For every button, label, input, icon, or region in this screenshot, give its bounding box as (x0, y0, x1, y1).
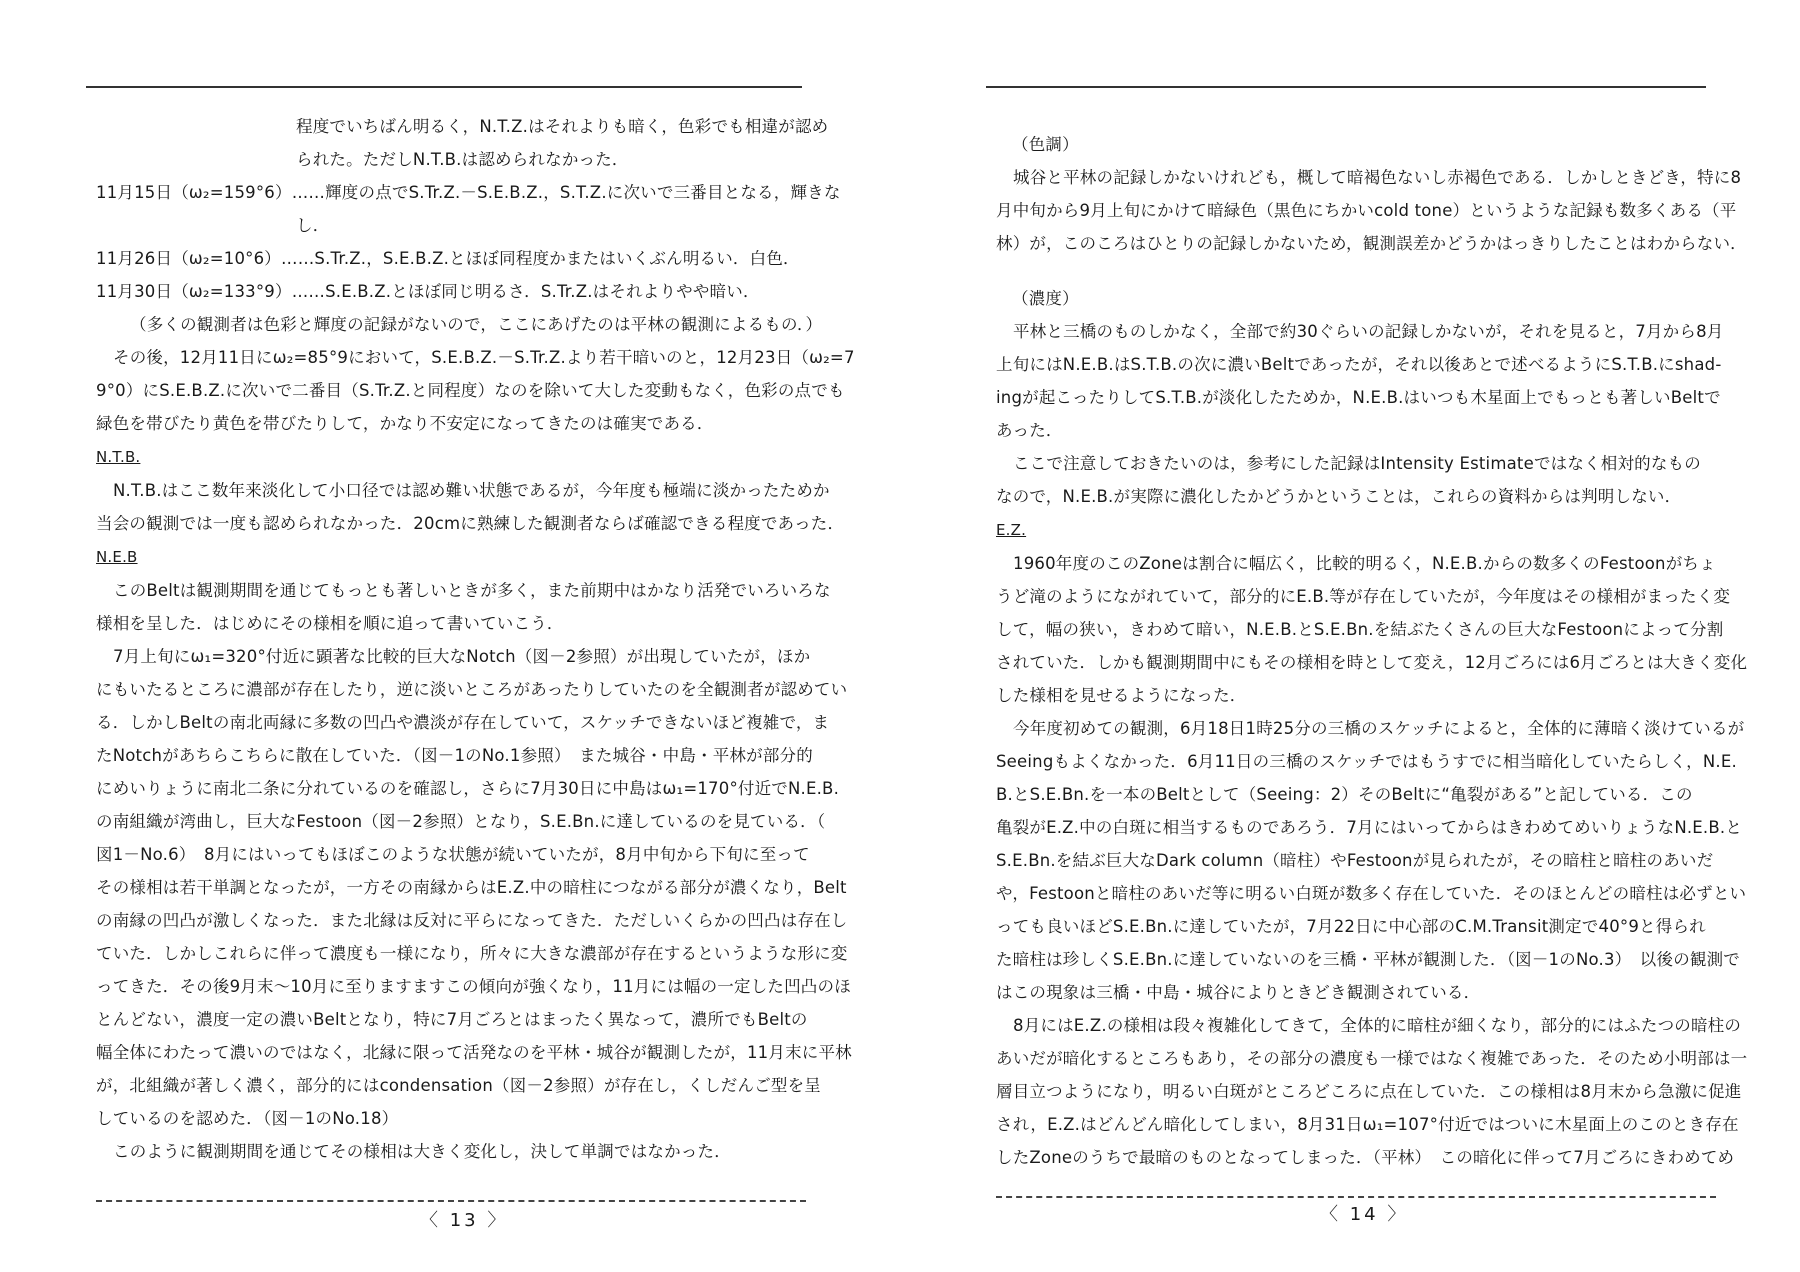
page-number: 〈 13 〉 (420, 1210, 509, 1231)
heading-text: N.E.B (96, 548, 138, 566)
text-line: る．しかしBeltの南北両縁に多数の凹凸や濃淡が存在していて，スケッチできないほど複雑で，ま (96, 713, 830, 732)
text-line: このように観測期間を通じてその様相は大きく変化し，決して単調ではなかった． (113, 1142, 731, 1161)
text-line: 7月上旬にω₁=320°付近に顕著な比較的巨大なNotch（図－2参照）が出現していたが，ほか (113, 647, 811, 666)
text-line: たNotchがあちらこちらに散在していた．（図－1のNo.1参照） また城谷・中島・平林が部分的 (96, 746, 813, 765)
text-line: ていた．しかしこれらに伴って濃度も一様になり，所々に大きな濃部が存在するというような形に変 (96, 944, 848, 963)
bottom-rule (996, 1196, 1716, 1198)
text-line: 様相を呈した．はじめにその様相を順に追って書いていこう． (96, 614, 564, 633)
text-line: しているのを認めた．（図－1のNo.18） (96, 1109, 399, 1128)
text-line: その様相は若干単調となったが，一方その南縁からはE.Z.中の暗柱につながる部分が濃くなり，Belt (96, 878, 847, 897)
text-line: Seeingもよくなかった．6月11日の三橋のスケッチではもうすでに相当暗化していたらしく，N.E. (996, 752, 1737, 771)
top-rule (86, 86, 802, 88)
section-heading-color: （色調） (1012, 135, 1079, 154)
section-heading-ntb (96, 440, 855, 474)
text-line: の南縁の凹凸が激しくなった．また北縁は反対に平らになってきた．ただしいくらかの凹凸は存在し (96, 911, 848, 930)
body-text (96, 110, 855, 1168)
text-line: 緑色を帯びたり黄色を帯びたりして，かなり不安定になってきたのは確実である． (96, 414, 714, 433)
text-line: 城谷と平林の記録しかないけれども，概して暗褐色ないし赤褐色である．しかしときどき，特に8 (1013, 168, 1742, 187)
text-line: や，Festoonと暗柱のあいだ等に明るい白斑が数多く存在していた．そのほとんどの暗柱は必ずとい (996, 884, 1747, 903)
text-line: の南組織が湾曲し，巨大なFestoon（図－2参照）となり，S.E.Bn.に達しているのを見ている．（ (96, 812, 826, 831)
text-line: はこの現象は三橋・中島・城谷によりときどき観測されている． (996, 983, 1481, 1002)
text-line: N.T.B.はここ数年来淡化して小口径では認め難い状態であるが，今年度も極端に淡かったためか (113, 481, 830, 500)
text-line: 平林と三橋のものしかなく，全部で約30ぐらいの記録しかないが，それを見ると，7月から8月 (1013, 322, 1724, 341)
section-heading-ez (996, 513, 1747, 547)
text-line: 当会の観測では一度も認められなかった．20cmに熟練した観測者ならば確認できる程度であった． (96, 514, 845, 533)
text-line: あった． (996, 421, 1063, 440)
text-line: 11月30日（ω₂=133°9）……S.E.B.Z.とほぼ同じ明るさ．S.Tr.Z.はそれよりやや暗い． (96, 282, 760, 301)
heading-text: E.Z. (996, 521, 1027, 539)
text-line: して，幅の狭い，きわめて暗い，N.E.B.とS.E.Bn.を結ぶたくさんの巨大なFestoonによって分割 (996, 620, 1724, 639)
text-line: 9°0）にS.E.B.Z.に次いで二番目（S.Tr.Z.と同程度）なのを除いて大した変動もなく，色彩の点でも (96, 381, 845, 400)
text-line: このBeltは観測期間を通じてもっとも著しいときが多く，また前期中はかなり活発でいろいろな (113, 581, 831, 600)
text-line: 図1－No.6） 8月にはいってもほぼこのような状態が続いていたが，8月中旬から下旬に至って (96, 845, 810, 864)
text-line: た暗柱は珍しくS.E.Bn.に達していないのを三橋・平林が観測した．（図－1のNo.3） 以後の観測で (996, 950, 1740, 969)
text-line: なので，N.E.B.が実際に濃化したかどうかということは，これらの資料からは判明しない． (996, 487, 1682, 506)
text-line: っても良いほどS.E.Bn.に達していたが，7月22日に中心部のC.M.Transit測定で40°9と得られ (996, 917, 1706, 936)
text-line: ここで注意しておきたいのは，参考にした記録はIntensity Estimateではなく相対的なもの (1013, 454, 1701, 473)
text-line: ingが起こったりしてS.T.B.が淡化したためか，N.E.B.はいつも木星面上でもっとも著しいBeltで (996, 388, 1721, 407)
text-line: 11月15日（ω₂=159°6）……輝度の点でS.Tr.Z.－S.E.B.Z.，S.T.Z.に次いで三番目となる，輝きな (96, 183, 841, 202)
text-line: が，北組織が著しく濃く，部分的にはcondensation（図－2参照）が存在し，くしだんご型を呈 (96, 1076, 821, 1095)
text-line: （多くの観測者は色彩と輝度の記録がないので，ここにあげたのは平林の観測によるもの．） (130, 315, 823, 334)
text-line: とんどない，濃度一定の濃いBeltとなり，特に7月ごろとはまったく異なって，濃所でもBeltの (96, 1010, 808, 1029)
text-line: し． (296, 216, 330, 235)
heading-text: N.T.B. (96, 448, 141, 466)
text-line: 1960年度のこのZoneは割合に幅広く，比較的明るく，N.E.B.からの数多くのFestoonがちょ (1013, 554, 1716, 573)
text-line: されていた．しかも観測期間中にもその様相を時として変え，12月ごろには6月ごろとは大きく変化 (996, 653, 1748, 672)
text-line: され，E.Z.はどんどん暗化してしまい，8月31日ω₁=107°付近ではついに木星面上のこのとき存在 (996, 1115, 1739, 1134)
text-line: られた。ただしN.T.B.は認められなかった． (296, 150, 629, 169)
top-rule (986, 86, 1706, 88)
text-line: うど滝のようにながれていて，部分的にE.B.等が存在していたが，今年度はその様相がまったく変 (996, 587, 1731, 606)
text-line: にもいたるところに濃部が存在したり，逆に淡いところがあったりしていたのを全観測者が認めてい (96, 680, 848, 699)
text-line: したZoneのうちで最暗のものとなってしまった．（平林） この暗化に伴って7月ごろにきわめてめ (996, 1148, 1735, 1167)
text-line: 今年度初めての観測，6月18日1時25分の三橋のスケッチによると，全体的に薄暗く淡けているが (1013, 719, 1745, 738)
text-line: 幅全体にわたって濃いのではなく，北縁に限って活発なのを平林・城谷が観測したが，11月末に平林 (96, 1043, 852, 1062)
body-text (996, 128, 1747, 1174)
text-line: 層目立つようになり，明るい白斑がところどころに点在していた．この様相は8月末から急激に促進 (996, 1082, 1742, 1101)
text-line: 11月26日（ω₂=10°6）……S.Tr.Z.，S.E.B.Z.とほぼ同程度かまたはいくぶん明るい．白色． (96, 249, 800, 268)
text-line: 程度でいちばん明るく，N.T.Z.はそれよりも暗く，色彩でも相違が認め (296, 117, 829, 136)
text-line: 林）が，このころはひとりの記録しかないため，観測誤差かどうかはっきりしたことはわからない． (996, 234, 1747, 253)
page-number: 〈 14 〉 (1320, 1204, 1409, 1225)
text-line: した様相を見せるようになった． (996, 686, 1247, 705)
page-14 (900, 0, 1800, 1272)
text-line: 8月にはE.Z.の様相は段々複雑化してきて，全体的に暗柱が細くなり，部分的にはふたつの暗柱の (1013, 1016, 1742, 1035)
section-heading-density: （濃度） (1012, 289, 1079, 308)
text-line: B.とS.E.Bn.を一本のBeltとして（Seeing：2）そのBeltに“亀裂がある”と記している．この (996, 785, 1693, 804)
text-line: 月中旬から9月上旬にかけて暗緑色（黒色にちかいcold tone）というような記録も数多くある（平 (996, 201, 1737, 220)
text-line: にめいりょうに南北二条に分れているのを確認し，さらに7月30日に中島はω₁=170°付近でN.E.B. (96, 779, 840, 798)
text-line: ってきた．その後9月末～10月に至りますますこの傾向が強くなり，11月には幅の一定した凹凸のほ (96, 977, 851, 996)
text-line: あいだが暗化するところもあり，その部分の濃度も一様ではなく複雑であった．そのため小明部は一 (996, 1049, 1748, 1068)
spacer (996, 260, 1747, 282)
bottom-rule (96, 1200, 806, 1202)
text-line: 亀裂がE.Z.中の白斑に相当するものであろう．7月にはいってからはきわめてめいりょうなN.E.B.と (996, 818, 1743, 837)
text-line: 上旬にはN.E.B.はS.T.B.の次に濃いBeltであったが，それ以後あとで述べるようにS.T.B.にshad- (996, 355, 1722, 374)
section-heading-neb (96, 540, 855, 574)
text-line: S.E.Bn.を結ぶ巨大なDark column（暗柱）やFestoonが見られたが，その暗柱と暗柱のあいだ (996, 851, 1714, 870)
text-line: その後，12月11日にω₂=85°9において，S.E.B.Z.－S.Tr.Z.より若干暗いのと，12月23日（ω₂=7 (113, 348, 855, 367)
